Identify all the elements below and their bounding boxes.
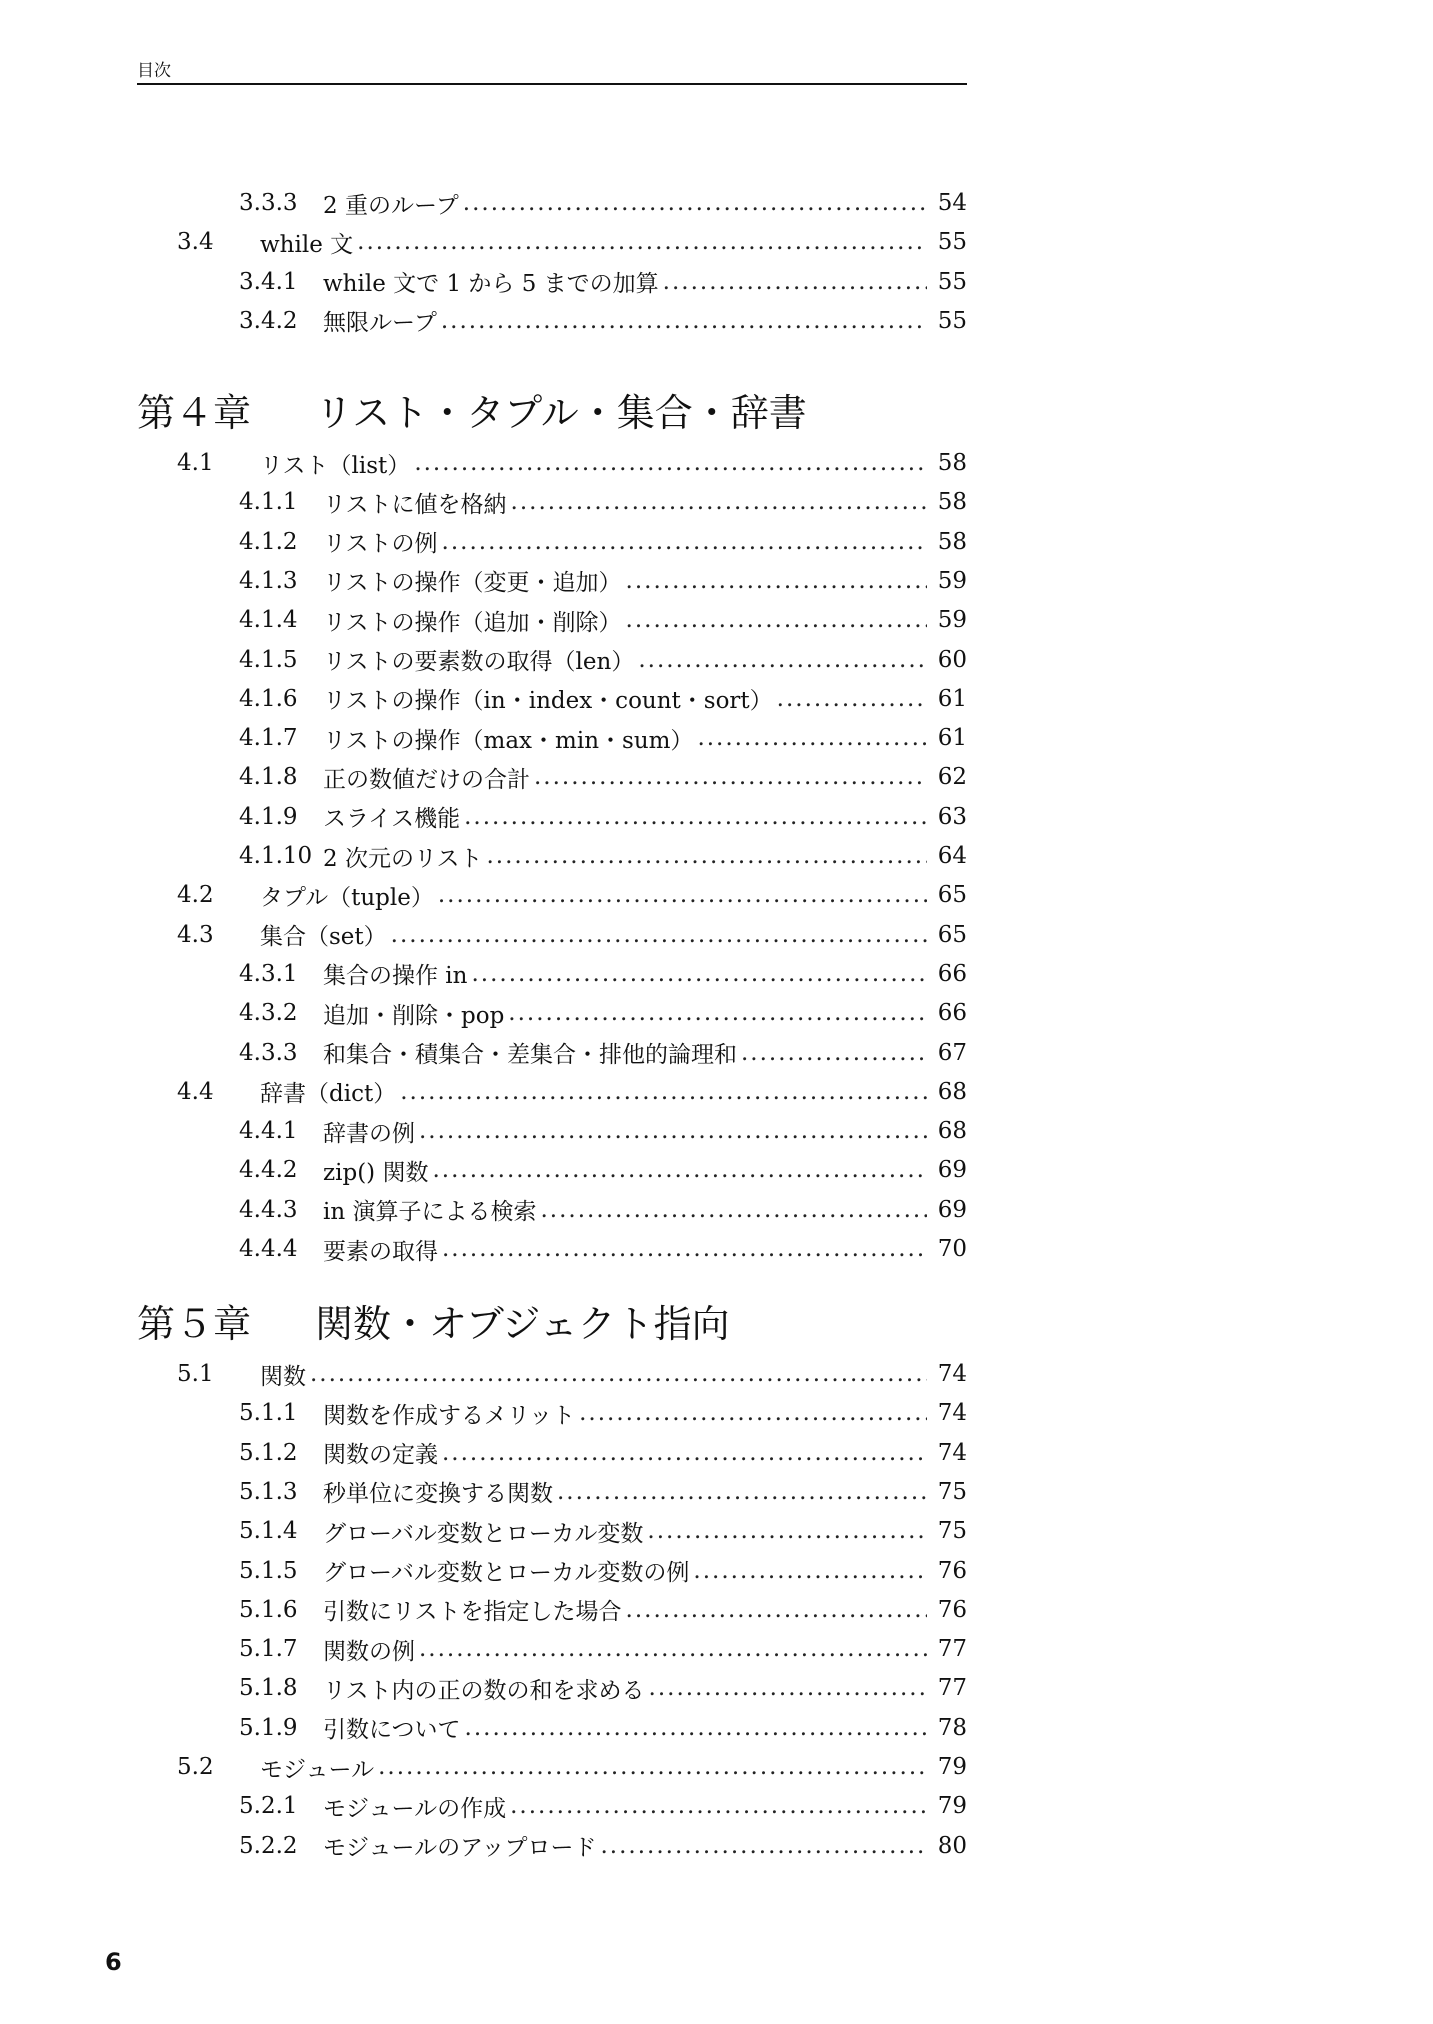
section-number: 5.1.9 xyxy=(239,1714,298,1741)
section-title: 無限ループ xyxy=(323,310,437,337)
dot-leader xyxy=(693,1558,927,1584)
page-ref: 75 xyxy=(937,1518,967,1545)
toc-entry[interactable] xyxy=(137,565,967,597)
section-number: 5.1 xyxy=(177,1361,214,1387)
chapter-heading xyxy=(137,1295,967,1345)
section-number: 5.1.6 xyxy=(239,1596,298,1623)
page-ref: 61 xyxy=(937,685,967,712)
section-number: 4.1.9 xyxy=(239,803,298,830)
page-ref: 65 xyxy=(937,882,967,909)
dot-leader xyxy=(310,1361,927,1387)
entry-line xyxy=(323,1672,967,1705)
dot-leader xyxy=(777,686,927,712)
section-title: リストに値を格納 xyxy=(323,491,507,518)
entry-line xyxy=(323,1233,967,1266)
page-ref: 60 xyxy=(937,646,967,673)
section-title: while 文で 1 から 5 までの加算 xyxy=(323,271,659,298)
page-ref: 75 xyxy=(937,1478,967,1505)
section-number: 3.3.3 xyxy=(239,190,298,216)
dot-leader xyxy=(626,568,927,594)
entry-line xyxy=(323,304,967,337)
section-title: 正の数値だけの合計 xyxy=(323,766,530,793)
dot-leader xyxy=(400,1079,927,1105)
toc-entry[interactable] xyxy=(137,958,967,990)
section-number: 4.3.1 xyxy=(239,960,298,987)
dot-leader xyxy=(464,804,927,830)
toc-entry[interactable] xyxy=(137,644,967,676)
entry-line xyxy=(323,761,967,794)
toc-entry[interactable] xyxy=(137,997,967,1029)
dot-leader xyxy=(414,450,927,476)
entry-line xyxy=(323,1711,967,1744)
section-number: 4.1 xyxy=(177,450,214,476)
page-ref: 59 xyxy=(937,607,967,634)
entry-line xyxy=(260,1358,967,1391)
section-number: 4.1.6 xyxy=(239,685,298,712)
page-ref: 79 xyxy=(937,1793,967,1820)
section-title: 引数にリストを指定した場合 xyxy=(323,1599,622,1626)
dot-leader xyxy=(419,1636,927,1662)
section-title: リストの操作（変更・追加） xyxy=(323,570,622,597)
page-ref: 66 xyxy=(937,960,967,987)
entry-line xyxy=(323,265,967,298)
page-ref: 77 xyxy=(937,1636,967,1663)
entry-line xyxy=(323,957,967,990)
entry-line xyxy=(323,682,967,715)
dot-leader xyxy=(741,1040,927,1066)
section-number: 3.4.2 xyxy=(239,307,298,334)
page-ref: 54 xyxy=(937,190,967,216)
dot-leader xyxy=(540,1197,927,1223)
section-title: while 文 xyxy=(260,231,354,258)
entry-line xyxy=(260,1751,967,1784)
page-ref: 74 xyxy=(937,1400,967,1427)
dot-leader xyxy=(438,882,927,908)
page-ref: 65 xyxy=(937,921,967,948)
section-number: 4.1.4 xyxy=(239,607,298,634)
entry-line xyxy=(323,1475,967,1508)
toc-entry[interactable] xyxy=(137,1037,967,1069)
running-header: 目次 xyxy=(137,61,171,81)
section-title: 要素の取得 xyxy=(323,1238,438,1265)
page-ref: 74 xyxy=(937,1361,967,1387)
section-title: 辞書（dict） xyxy=(260,1081,397,1108)
section-title: リストの操作（in・index・count・sort） xyxy=(323,688,773,715)
dot-leader xyxy=(626,607,927,633)
toc-entry[interactable] xyxy=(137,1154,967,1186)
section-number: 4.3.2 xyxy=(239,1000,298,1027)
page-ref: 61 xyxy=(937,725,967,752)
page-ref: 69 xyxy=(937,1196,967,1223)
toc-entry[interactable] xyxy=(137,1076,967,1108)
section-number: 4.4.4 xyxy=(239,1236,298,1262)
dot-leader xyxy=(600,1833,927,1859)
page-ref: 59 xyxy=(937,567,967,594)
page-ref: 63 xyxy=(937,803,967,830)
section-title: 追加・削除・pop xyxy=(323,1002,505,1029)
section-number: 4.1.8 xyxy=(239,764,298,791)
entry-line xyxy=(323,1790,967,1823)
section-number: 5.2.2 xyxy=(239,1832,298,1859)
dot-leader xyxy=(649,1675,927,1701)
section-number: 4.3.3 xyxy=(239,1039,298,1066)
section-title: in 演算子による検索 xyxy=(323,1199,537,1226)
toc-entry[interactable] xyxy=(137,761,967,793)
page-ref: 69 xyxy=(937,1157,967,1184)
entry-line xyxy=(323,525,967,558)
toc-entry[interactable] xyxy=(137,683,967,715)
chapter-title: リスト・タプル・集合・辞書 xyxy=(315,390,807,435)
entry-line xyxy=(323,564,967,597)
entry-line xyxy=(323,604,967,637)
dot-leader xyxy=(626,1597,927,1623)
section-title: モジュールの作成 xyxy=(323,1795,507,1822)
section-title: 関数の定義 xyxy=(323,1442,438,1469)
entry-line xyxy=(260,1075,967,1108)
section-number: 4.3 xyxy=(177,921,214,948)
section-number: 5.1.1 xyxy=(239,1400,298,1427)
section-title: 引数について xyxy=(323,1717,461,1744)
page-ref: 58 xyxy=(937,450,967,476)
toc-entry[interactable] xyxy=(137,1594,967,1626)
chapter-number: 第４章 xyxy=(137,390,252,435)
section-number: 4.1.3 xyxy=(239,567,298,594)
section-number: 4.1.7 xyxy=(239,725,298,752)
section-title: 和集合・積集合・差集合・排他的論理和 xyxy=(323,1042,737,1068)
page-ref: 76 xyxy=(937,1596,967,1623)
toc-entry[interactable] xyxy=(137,722,967,754)
page-ref: 74 xyxy=(937,1439,967,1466)
entry-line xyxy=(323,1154,967,1187)
section-number: 5.1.4 xyxy=(239,1518,298,1545)
entry-line xyxy=(323,1193,967,1226)
entry-line xyxy=(323,1397,967,1430)
section-title: 関数 xyxy=(260,1363,306,1390)
page-ref: 55 xyxy=(937,229,967,256)
dot-leader xyxy=(442,1236,927,1262)
entry-line xyxy=(260,879,967,912)
toc-entry[interactable] xyxy=(137,1672,967,1704)
toc-entry[interactable] xyxy=(137,1115,967,1147)
page-ref: 58 xyxy=(937,489,967,516)
page-ref: 67 xyxy=(937,1039,967,1066)
chapter-number: 第５章 xyxy=(137,1301,252,1346)
dot-leader xyxy=(510,1793,927,1819)
page-ref: 80 xyxy=(937,1832,967,1859)
header-rule xyxy=(137,83,967,85)
dot-leader xyxy=(432,1157,927,1183)
dot-leader xyxy=(471,961,927,987)
dot-leader xyxy=(442,1440,927,1466)
toc-entry[interactable] xyxy=(137,1790,967,1822)
entry-line xyxy=(323,1515,967,1548)
dot-leader xyxy=(638,647,927,673)
toc-entry[interactable] xyxy=(137,1515,967,1547)
entry-line xyxy=(323,1036,967,1069)
dot-leader xyxy=(441,308,927,334)
section-title: 集合の操作 in xyxy=(323,963,468,990)
toc-entry[interactable] xyxy=(137,1830,967,1862)
section-title: リスト内の正の数の和を求める xyxy=(323,1677,645,1704)
toc-entry[interactable] xyxy=(137,1437,967,1469)
section-number: 4.4 xyxy=(177,1078,214,1105)
section-number: 4.1.2 xyxy=(239,528,298,555)
toc-entry[interactable] xyxy=(137,1233,967,1265)
toc-entry[interactable] xyxy=(137,187,967,219)
chapter-title: 関数・オブジェクト指向 xyxy=(315,1301,730,1346)
section-title: リストの例 xyxy=(323,531,438,558)
entry-line xyxy=(323,1593,967,1626)
section-title: 辞書の例 xyxy=(323,1120,415,1147)
dot-leader xyxy=(579,1400,927,1426)
section-number: 3.4.1 xyxy=(239,268,298,295)
section-title: 秒単位に変換する関数 xyxy=(323,1481,553,1508)
dot-leader xyxy=(465,1715,927,1741)
dot-leader xyxy=(419,1118,927,1144)
dot-leader xyxy=(442,529,927,555)
toc-entry[interactable] xyxy=(137,305,967,337)
page-ref: 79 xyxy=(937,1754,967,1780)
entry-line xyxy=(323,997,967,1030)
entry-line xyxy=(323,486,967,519)
entry-line xyxy=(323,1633,967,1666)
dot-leader xyxy=(357,229,927,255)
section-number: 4.2 xyxy=(177,882,214,909)
entry-line xyxy=(260,226,967,259)
section-title: 関数の例 xyxy=(323,1638,415,1665)
toc-entry[interactable] xyxy=(137,604,967,636)
toc-entry[interactable] xyxy=(137,447,967,479)
section-title: リストの操作（max・min・sum） xyxy=(323,727,694,754)
toc-entry[interactable] xyxy=(137,1476,967,1508)
section-title: リスト（list） xyxy=(260,452,411,479)
section-number: 5.1.7 xyxy=(239,1636,298,1663)
section-number: 5.2 xyxy=(177,1754,214,1780)
section-title: タプル（tuple） xyxy=(260,884,434,911)
section-title: 2 次元のリスト xyxy=(323,845,483,872)
page-ref: 66 xyxy=(937,1000,967,1027)
entry-line xyxy=(323,1554,967,1587)
toc-entry[interactable] xyxy=(137,1555,967,1587)
page-ref: 62 xyxy=(937,764,967,791)
toc-entry[interactable] xyxy=(137,486,967,518)
section-number: 5.1.8 xyxy=(239,1675,298,1702)
section-title: 集合（set） xyxy=(260,924,387,951)
entry-line xyxy=(323,1436,967,1469)
toc-entry[interactable] xyxy=(137,1194,967,1226)
section-title: リストの操作（追加・削除） xyxy=(323,609,622,636)
dot-leader xyxy=(663,269,927,295)
section-number: 4.4.1 xyxy=(239,1118,298,1145)
page-number: 6 xyxy=(105,1948,122,1976)
entry-line xyxy=(323,187,967,220)
section-title: モジュール xyxy=(260,1756,375,1783)
dot-leader xyxy=(508,1000,927,1026)
page-ref: 68 xyxy=(937,1078,967,1105)
entry-line xyxy=(323,643,967,676)
page-ref: 70 xyxy=(937,1236,967,1262)
dot-leader xyxy=(463,190,927,216)
dot-leader xyxy=(378,1754,927,1780)
page-ref: 64 xyxy=(937,843,967,869)
section-number: 4.4.3 xyxy=(239,1196,298,1223)
toc-entry[interactable] xyxy=(137,266,967,298)
toc-entry[interactable] xyxy=(137,1397,967,1429)
entry-line xyxy=(323,800,967,833)
section-number: 4.1.1 xyxy=(239,489,298,516)
dot-leader xyxy=(391,922,927,948)
entry-line xyxy=(323,1829,967,1862)
section-number: 4.1.10 xyxy=(239,843,313,869)
entry-line xyxy=(323,1115,967,1148)
section-title: リストの要素数の取得（len） xyxy=(323,649,635,675)
section-number: 4.1.5 xyxy=(239,646,298,673)
entry-line xyxy=(323,840,967,873)
dot-leader xyxy=(534,764,927,790)
section-number: 4.4.2 xyxy=(239,1157,298,1184)
page-ref: 55 xyxy=(937,268,967,295)
section-title: グローバル変数とローカル変数の例 xyxy=(323,1560,690,1586)
toc-entry[interactable] xyxy=(137,1712,967,1744)
dot-leader xyxy=(697,725,927,751)
entry-line xyxy=(260,918,967,951)
toc-entry[interactable] xyxy=(137,1633,967,1665)
section-title: zip() 関数 xyxy=(323,1159,429,1186)
dot-leader xyxy=(647,1518,927,1544)
page-ref: 78 xyxy=(937,1714,967,1741)
section-title: スライス機能 xyxy=(323,806,461,833)
page-ref: 68 xyxy=(937,1118,967,1145)
toc-entry[interactable] xyxy=(137,526,967,558)
toc-entry[interactable] xyxy=(137,919,967,951)
section-number: 5.1.5 xyxy=(239,1557,298,1584)
entry-line xyxy=(323,722,967,755)
chapter-heading xyxy=(137,384,967,434)
section-title: 関数を作成するメリット xyxy=(323,1402,576,1429)
toc-entry[interactable] xyxy=(137,226,967,258)
section-title: モジュールのアップロード xyxy=(323,1835,597,1862)
entry-line xyxy=(260,447,967,480)
section-number: 5.1.2 xyxy=(239,1439,298,1466)
section-number: 5.2.1 xyxy=(239,1793,298,1820)
page-ref: 58 xyxy=(937,528,967,555)
section-title: 2 重のループ xyxy=(323,192,459,219)
toc-entry[interactable] xyxy=(137,1358,967,1390)
toc-entry[interactable] xyxy=(137,801,967,833)
toc-entry[interactable] xyxy=(137,840,967,872)
toc-entry[interactable] xyxy=(137,879,967,911)
page-ref: 76 xyxy=(937,1557,967,1584)
section-title: グローバル変数とローカル変数 xyxy=(323,1520,644,1547)
dot-leader xyxy=(486,843,927,869)
dot-leader xyxy=(557,1479,927,1505)
toc-entry[interactable] xyxy=(137,1751,967,1783)
section-number: 3.4 xyxy=(177,229,214,256)
page-ref: 77 xyxy=(937,1675,967,1702)
section-number: 5.1.3 xyxy=(239,1478,298,1505)
dot-leader xyxy=(511,489,927,515)
page-ref: 55 xyxy=(937,307,967,334)
